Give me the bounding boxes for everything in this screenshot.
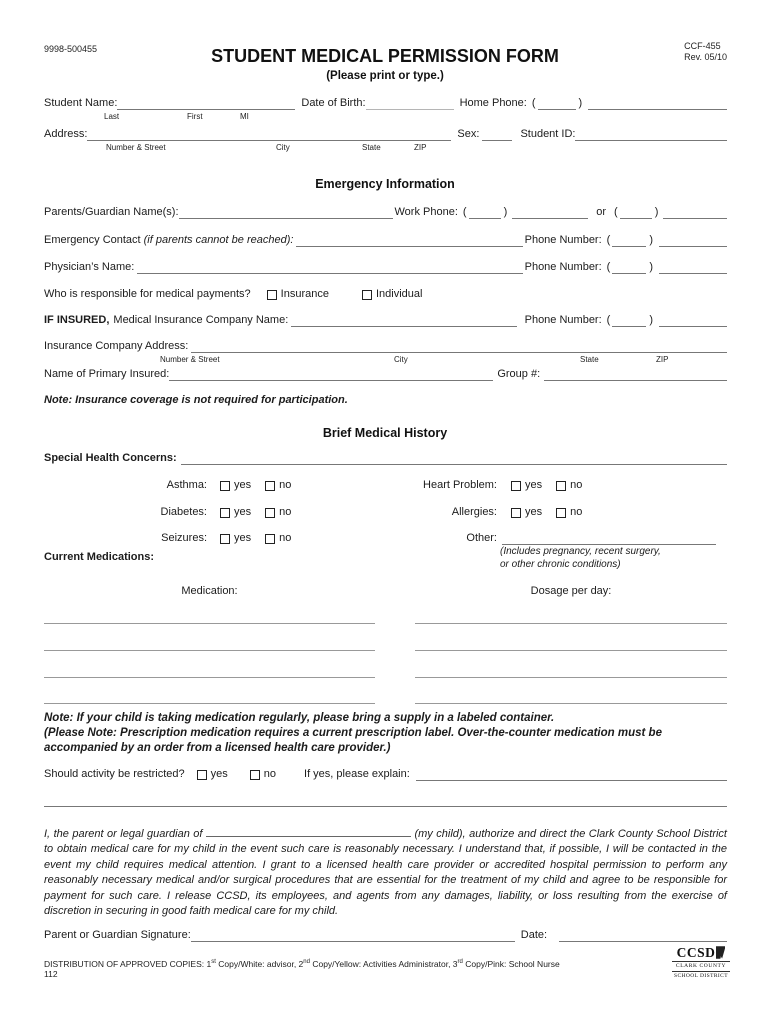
sublabel-street: Number & Street — [106, 143, 166, 152]
dosage-row-3-field[interactable] — [415, 677, 727, 678]
explain-field[interactable] — [416, 768, 727, 781]
explain-label: If yes, please explain: — [304, 768, 410, 780]
diabetes-yes-label: yes — [234, 506, 252, 518]
activity-yes-label: yes — [210, 768, 228, 780]
dosage-row-4-field[interactable] — [415, 703, 727, 704]
emergency-contact-field[interactable] — [296, 234, 522, 247]
home-phone-area-field[interactable] — [538, 97, 576, 110]
emergency-phone-field[interactable] — [659, 234, 727, 247]
sublabel-state: State — [362, 143, 381, 152]
physician-phone-close-paren: ) — [649, 261, 653, 273]
distribution-seg-1: DISTRIBUTION OF APPROVED COPIES: 1 — [44, 958, 212, 969]
authorization-text-before: I, the parent or legal guardian of — [44, 828, 203, 840]
condition-row-asthma-heart — [44, 479, 727, 492]
heart-no-label: no — [570, 479, 583, 491]
page-number: 112 — [44, 969, 58, 979]
insurance-option-label: Insurance — [280, 288, 329, 300]
activity-no-label: no — [263, 768, 277, 780]
special-concerns-label: Special Health Concerns: — [44, 452, 177, 464]
authorization-paragraph — [44, 827, 727, 919]
student-name-sublabels — [44, 112, 727, 122]
dosage-column-header: Dosage per day: — [530, 585, 612, 597]
work-phone-label: Work Phone: — [394, 206, 458, 218]
condition-row-diabetes-allergies — [44, 506, 727, 519]
work-phone-open-paren-1: ( — [462, 206, 467, 218]
work-phone-close-paren-1: ) — [503, 206, 508, 218]
distribution-seg-4: Copy/Pink: School Nurse — [462, 958, 560, 969]
ins-sublabel-state: State — [580, 355, 599, 364]
work-phone-area-1-field[interactable] — [469, 206, 501, 219]
physician-phone-open-paren: ( — [606, 261, 611, 273]
dosage-row-1-field[interactable] — [415, 623, 727, 624]
emergency-contact-label: Emergency Contact — [44, 234, 141, 246]
seizures-yes-label: yes — [234, 532, 252, 544]
other-note-line-2: or other chronic conditions) — [500, 558, 621, 570]
child-name-field[interactable] — [206, 827, 411, 837]
diabetes-no-checkbox[interactable] — [265, 508, 275, 518]
sublabel-mi: MI — [240, 112, 249, 121]
form-code-block — [684, 41, 727, 63]
emergency-heading: Emergency Information — [315, 177, 455, 191]
seizures-no-checkbox[interactable] — [265, 534, 275, 544]
sublabel-zip: ZIP — [414, 143, 427, 152]
medication-note-line-1: Note: If your child is taking medication regularly, please bring a supply in a labeled container. — [44, 712, 555, 724]
ccsd-logo-district-line: SCHOOL DISTRICT — [674, 973, 728, 979]
ins-sublabel-street: Number & Street — [160, 355, 220, 364]
insurance-note-row — [44, 394, 727, 407]
group-number-label: Group #: — [497, 368, 541, 380]
activity-row — [44, 768, 727, 781]
home-phone-label: Home Phone: — [459, 97, 527, 109]
medication-note — [44, 711, 727, 757]
ccsd-logo-acronym: CCSD — [676, 945, 716, 960]
insurance-address-field[interactable] — [191, 340, 727, 353]
insurance-company-field[interactable] — [291, 314, 516, 327]
insurance-checkbox[interactable] — [267, 290, 277, 300]
emergency-phone-close-paren: ) — [649, 234, 653, 246]
ins-sublabel-zip: ZIP — [656, 355, 669, 364]
address-sublabels — [44, 143, 727, 153]
condition-row-seizures-other — [44, 532, 727, 545]
work-phone-open-paren-2: ( — [614, 206, 618, 218]
seizures-yes-checkbox[interactable] — [220, 534, 230, 544]
insurance-address-row — [44, 340, 727, 353]
other-label: Other: — [466, 532, 497, 544]
medication-row-1-field[interactable] — [44, 623, 375, 624]
parents-row — [44, 206, 727, 219]
insurance-phone-close-paren: ) — [649, 314, 653, 326]
allergies-yes-label: yes — [525, 506, 543, 518]
physician-phone-label: Phone Number: — [524, 261, 602, 273]
heart-problem-label: Heart Problem: — [423, 479, 497, 491]
special-concerns-field[interactable] — [181, 452, 727, 465]
asthma-no-label: no — [279, 479, 292, 491]
student-name-field[interactable] — [117, 97, 295, 110]
explain-overflow-field[interactable] — [44, 806, 727, 807]
authorization-text-after: (my child), authorize and direct the Clark County School District to obtain medical care for my child in the event such care is reasonably necessary. I understand that, if possible, I will be contacted in the event my child requires medical attention. I grant to a licensed health care provider or accredited hospital permission to perform any reasonably necessary medical and/or surgical procedures that are essential for the treatment of my child and agree to be responsible for payment for such care. I release CCSD, its employees, and agents from any damages, liability, or loss resulting from the exercise of discretion in securing in good faith medical care for my child. — [44, 828, 727, 918]
student-id-label: Student ID: — [520, 128, 576, 140]
emergency-contact-note: (if parents cannot be reached): — [143, 234, 294, 246]
distribution-sup-2: nd — [303, 959, 310, 965]
history-heading: Brief Medical History — [322, 426, 448, 440]
page-subtitle: (Please print or type.) — [326, 70, 444, 82]
medication-note-line-2: (Please Note: Prescription medication requires a current prescription label. Over-the-counter medication must be — [44, 727, 662, 740]
insurance-note: Note: Insurance coverage is not required for participation. — [44, 394, 348, 406]
if-insured-bold-label: IF INSURED, — [44, 314, 110, 326]
insurance-phone-area-field[interactable] — [612, 314, 646, 327]
date-label: Date: — [520, 929, 548, 941]
student-info-row — [44, 97, 727, 110]
heart-yes-checkbox[interactable] — [511, 481, 521, 491]
physician-label: Physician’s Name: — [44, 261, 135, 273]
individual-checkbox[interactable] — [362, 290, 372, 300]
current-medications-row — [44, 551, 727, 564]
parents-label: Parents/Guardian Name(s): — [44, 206, 179, 218]
medication-row-4-field[interactable] — [44, 703, 375, 704]
other-field[interactable] — [502, 532, 716, 545]
payment-responsibility-row — [44, 288, 727, 301]
physician-phone-area-field[interactable] — [612, 261, 646, 274]
dob-label: Date of Birth: — [301, 97, 366, 109]
allergies-no-checkbox[interactable] — [556, 508, 566, 518]
date-field[interactable] — [559, 929, 727, 942]
asthma-label: Asthma: — [166, 479, 207, 491]
address-row — [44, 128, 727, 141]
student-id-field[interactable] — [575, 128, 727, 141]
current-medications-label: Current Medications: — [44, 551, 155, 563]
primary-insured-label: Name of Primary Insured: — [44, 368, 170, 380]
distribution-seg-3: Copy/Yellow: Activities Administrator, 3 — [309, 958, 458, 969]
home-phone-close-paren: ) — [578, 97, 583, 109]
group-number-field[interactable] — [544, 368, 727, 381]
insurance-phone-field[interactable] — [659, 314, 727, 327]
heart-no-checkbox[interactable] — [556, 481, 566, 491]
asthma-yes-checkbox[interactable] — [220, 481, 230, 491]
address-field[interactable] — [87, 128, 451, 141]
address-label: Address: — [44, 128, 88, 140]
parents-guardian-field[interactable] — [179, 206, 393, 219]
physician-row — [44, 261, 727, 274]
nevada-state-icon — [716, 946, 725, 959]
distribution-seg-2: Copy/White: advisor, 2 — [215, 958, 304, 969]
allergies-yes-checkbox[interactable] — [511, 508, 521, 518]
distribution-note — [44, 957, 624, 969]
activity-no-checkbox[interactable] — [250, 770, 260, 780]
insurance-company-label: Medical Insurance Company Name: — [113, 314, 289, 326]
emergency-contact-row — [44, 234, 727, 247]
medication-column-header: Medication: — [181, 585, 238, 597]
physician-phone-field[interactable] — [659, 261, 727, 274]
sublabel-last: Last — [104, 112, 120, 121]
dob-field[interactable] — [366, 97, 454, 110]
allergies-no-label: no — [570, 506, 583, 518]
primary-insured-field[interactable] — [169, 368, 493, 381]
form-number: 9998-500455 — [44, 44, 98, 54]
sublabel-first: First — [187, 112, 203, 121]
allergies-label: Allergies: — [451, 506, 497, 518]
distribution-sup-1: st — [211, 959, 216, 965]
work-phone-area-2-field[interactable] — [620, 206, 652, 219]
sublabel-city: City — [276, 143, 290, 152]
seizures-label: Seizures: — [161, 532, 207, 544]
medication-note-line-3: accompanied by an order from a licensed health care provider.) — [44, 742, 391, 755]
medication-row-2-field[interactable] — [44, 650, 375, 651]
asthma-no-checkbox[interactable] — [265, 481, 275, 491]
special-concerns-row — [44, 452, 727, 465]
form-code: CCF-455 — [684, 41, 721, 51]
signature-label: Parent or Guardian Signature: — [44, 929, 191, 941]
emergency-phone-area-field[interactable] — [612, 234, 646, 247]
work-phone-1-field[interactable] — [512, 206, 588, 219]
asthma-yes-label: yes — [234, 479, 252, 491]
primary-insured-row — [44, 368, 727, 381]
medication-row-3-field[interactable] — [44, 677, 375, 678]
sex-field[interactable] — [482, 128, 512, 141]
physician-name-field[interactable] — [137, 261, 522, 274]
diabetes-no-label: no — [279, 506, 292, 518]
emergency-phone-open-paren: ( — [606, 234, 611, 246]
individual-option-label: Individual — [375, 288, 423, 300]
work-phone-close-paren-2: ) — [654, 206, 659, 218]
if-insured-row — [44, 314, 727, 327]
insurance-address-label: Insurance Company Address: — [44, 340, 189, 352]
heart-yes-label: yes — [525, 479, 543, 491]
seizures-no-label: no — [279, 532, 292, 544]
work-phone-2-field[interactable] — [663, 206, 727, 219]
payment-question-label: Who is responsible for medical payments? — [44, 288, 251, 300]
other-note-line-1: (Includes pregnancy, recent surgery, — [500, 546, 661, 557]
emergency-phone-label: Phone Number: — [524, 234, 602, 246]
home-phone-open-paren: ( — [531, 97, 536, 109]
signature-row — [44, 929, 727, 942]
insurance-phone-open-paren: ( — [606, 314, 611, 326]
dosage-row-2-field[interactable] — [415, 650, 727, 651]
or-label: or — [596, 206, 607, 218]
ins-sublabel-city: City — [394, 355, 408, 364]
diabetes-yes-checkbox[interactable] — [220, 508, 230, 518]
form-revision: Rev. 05/10 — [684, 52, 727, 62]
distribution-sup-3: rd — [457, 959, 463, 965]
ccsd-logo — [672, 946, 730, 980]
diabetes-label: Diabetes: — [160, 506, 207, 518]
activity-yes-checkbox[interactable] — [197, 770, 207, 780]
activity-question-label: Should activity be restricted? — [44, 768, 185, 780]
home-phone-field[interactable] — [588, 97, 727, 110]
insurance-phone-label: Phone Number: — [524, 314, 602, 326]
signature-field[interactable] — [191, 929, 515, 942]
page-title: STUDENT MEDICAL PERMISSION FORM — [211, 46, 559, 66]
student-name-label: Student Name: — [44, 97, 118, 109]
sex-label: Sex: — [457, 128, 480, 140]
ccsd-logo-county-line: CLARK COUNTY — [672, 961, 730, 972]
insurance-address-sublabels — [44, 355, 727, 365]
